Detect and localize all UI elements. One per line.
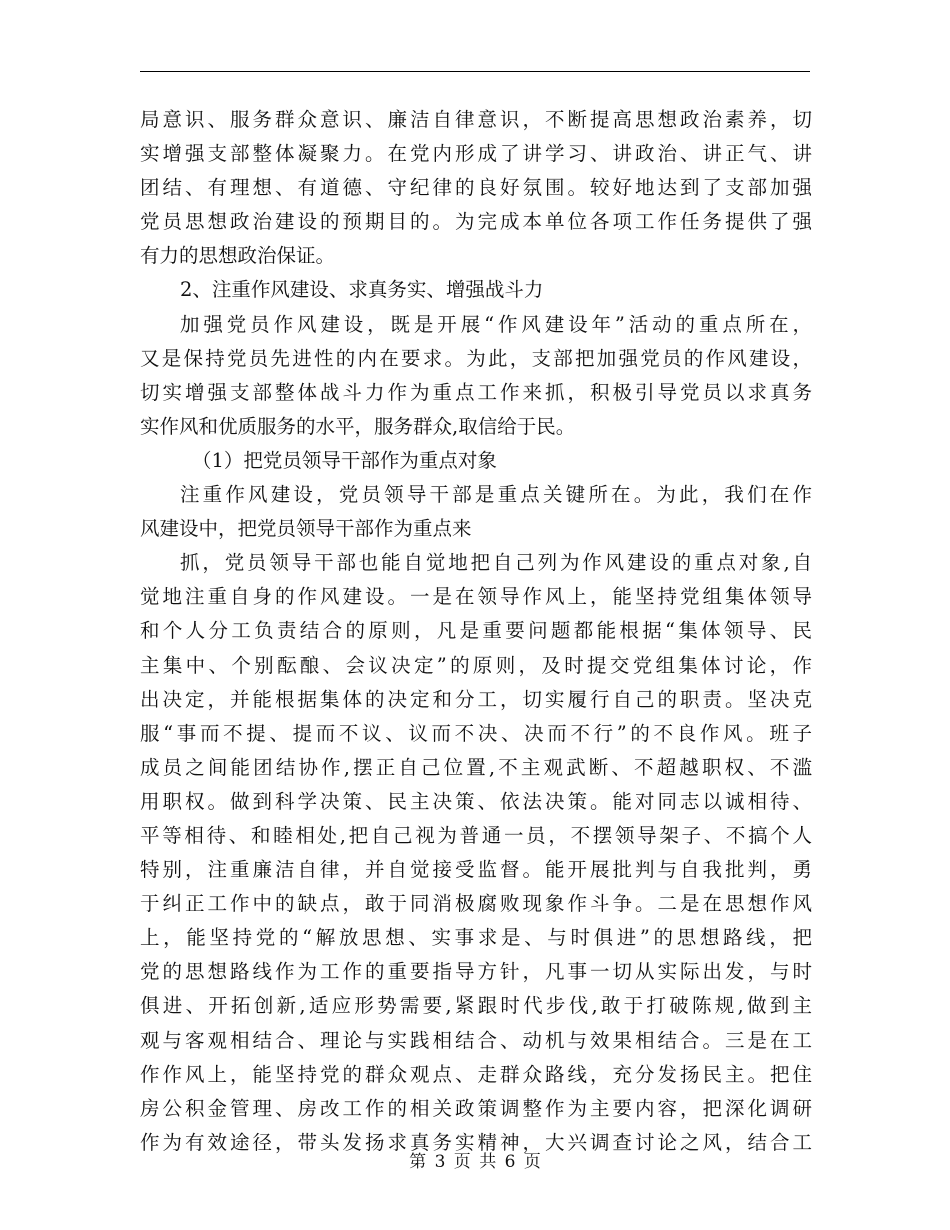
text-line: 有力的思想政治保证。: [140, 244, 336, 268]
text-line: 党员思想政治建设的预期目的。为完成本单位各项工作任务提供了强: [140, 210, 812, 234]
text-line: 实作风和优质服务的水平，服务群众,取信给于民。: [140, 414, 576, 438]
text-line: 又是保持党员先进性的内在要求。为此，支部把加强党员的作风建设，: [140, 346, 812, 370]
text-line: 成员之间能团结协作,摆正自己位置,不主观武断、不超越职权、不滥: [140, 755, 812, 779]
text-line: 服“事而不提、提而不议、议而不决、决而不行”的不良作风。班子: [140, 721, 812, 745]
header-rule: [140, 71, 810, 72]
text-line: 房公积金管理、房改工作的相关政策调整作为主要内容，把深化调研: [140, 1096, 812, 1120]
text-line: 和个人分工负责结合的原则，凡是重要问题都能根据“集体领导、民: [140, 619, 812, 643]
text-line: 实增强支部整体凝聚力。在党内形成了讲学习、讲政治、讲正气、讲: [140, 142, 812, 166]
text-line: 俱进、开拓创新,适应形势需要,紧跟时代步伐,敢于打破陈规,做到主: [140, 994, 812, 1018]
text-line: 特别，注重廉洁自律，并自觉接受监督。能开展批判与自我批判，勇: [140, 858, 812, 882]
text-line: 党的思想路线作为工作的重要指导方针，凡事一切从实际出发，与时: [140, 960, 812, 984]
text-line: 风建设中，把党员领导干部作为重点来: [140, 517, 472, 541]
text-line: 团结、有理想、有道德、守纪律的良好氛围。较好地达到了支部加强: [140, 176, 812, 200]
text-line: 切实增强支部整体战斗力作为重点工作来抓，积极引导党员以求真务: [140, 380, 812, 404]
text-line: 局意识、服务群众意识、廉洁自律意识，不断提高思想政治素养，切: [140, 108, 812, 131]
text-line: 用职权。做到科学决策、民主决策、依法决策。能对同志以诚相待、: [140, 789, 812, 813]
text-line: 抓，党员领导干部也能自觉地把自己列为作风建设的重点对象,自: [180, 551, 812, 575]
text-line: 平等相待、和睦相处,把自己视为普通一员，不摆领导架子、不搞个人: [140, 823, 812, 847]
text-line: 作作风上，能坚持党的群众观点、走群众路线，充分发扬民主。把住: [140, 1062, 812, 1086]
subsection-heading: （1）把党员领导干部作为重点对象: [192, 448, 497, 472]
text-line: 观与客观相结合、理论与实践相结合、动机与效果相结合。三是在工: [140, 1028, 812, 1052]
section-heading: 2、注重作风建设、求真务实、增强战斗力: [180, 278, 544, 302]
document-body: [140, 103, 812, 1160]
text-line: 加强党员作风建设，既是开展“作风建设年”活动的重点所在，: [180, 312, 812, 336]
text-line: 上，能坚持党的“解放思想、实事求是、与时俱进”的思想路线，把: [140, 926, 812, 950]
text-line: 主集中、个别酝酿、会议决定”的原则，及时提交党组集体讨论，作: [140, 653, 812, 677]
text-line: 出决定，并能根据集体的决定和分工，切实履行自己的职责。坚决克: [140, 687, 812, 711]
text-line: 于纠正工作中的缺点，敢于同消极腐败现象作斗争。二是在思想作风: [140, 892, 812, 916]
page-footer: 第 3 页 共 6 页: [409, 1152, 541, 1172]
text-line: 觉地注重自身的作风建设。一是在领导作风上，能坚持党组集体领导: [140, 585, 812, 609]
text-line: 注重作风建设，党员领导干部是重点关键所在。为此，我们在作: [180, 483, 812, 507]
text-line: 作为有效途径，带头发扬求真务实精神，大兴调查讨论之风，结合工: [140, 1130, 812, 1154]
